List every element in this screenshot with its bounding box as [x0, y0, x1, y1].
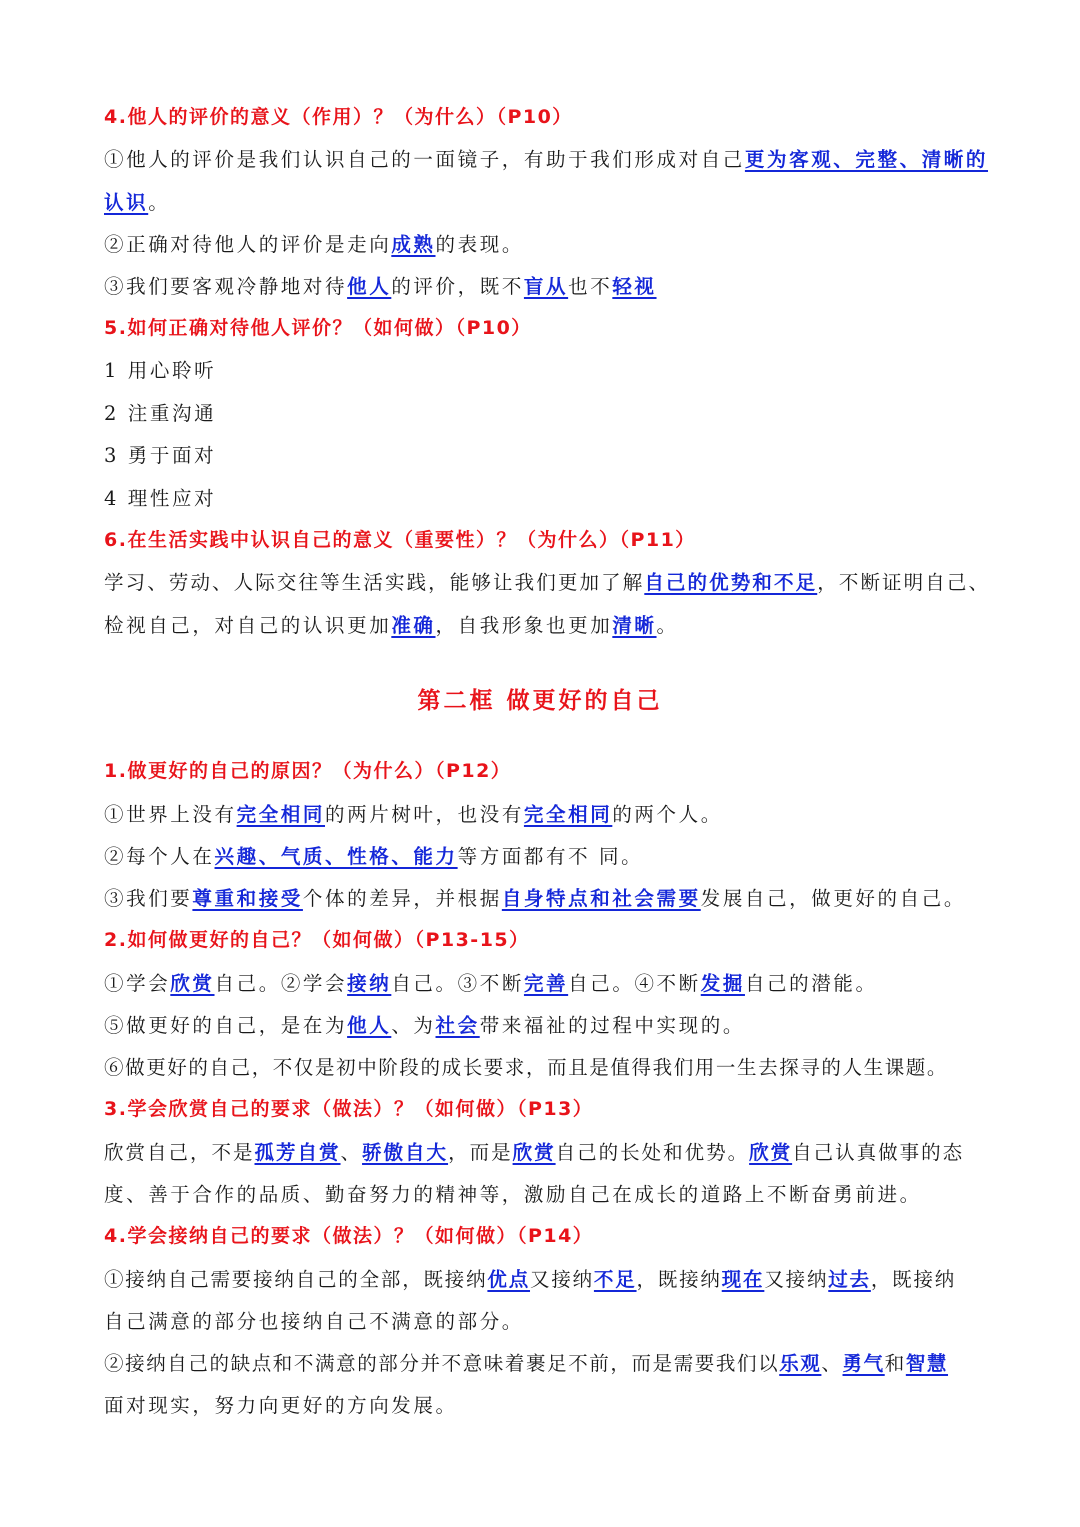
text: 、为	[391, 1014, 436, 1037]
text: 的表现。	[435, 233, 524, 256]
text: 带来福祉的过程中实现的。	[479, 1014, 745, 1037]
text: ，不断证明自己、	[817, 571, 991, 594]
keyword: 欣赏	[170, 972, 215, 995]
s2-q3-line-2: 度、善于合作的品质、勤奋努力的精神等，激励自己在成长的道路上不断奋勇前进。	[104, 1183, 922, 1206]
text: 和	[884, 1352, 906, 1375]
text: 的两片树叶，也没有	[325, 803, 524, 826]
s2-q4-point-2-cont: 面对现实，努力向更好的方向发展。	[104, 1394, 458, 1417]
text: 自己的潜能。	[744, 972, 878, 995]
keyword: 完全相同	[523, 803, 613, 826]
s2-q3-line-1	[104, 1143, 964, 1163]
text: ①学会	[104, 972, 171, 995]
keyword: 他人	[347, 275, 392, 298]
s2-q4-point-1	[104, 1270, 956, 1290]
heading-q4: 4.他人的评价的意义（作用）？（为什么）（P10）	[104, 106, 573, 128]
s2-q4-point-2	[104, 1354, 948, 1374]
q4-point-3	[104, 277, 657, 297]
keyword: 孤芳自赏	[254, 1141, 341, 1164]
text: ②正确对待他人的评价是走向	[104, 233, 392, 256]
keyword: 不足	[593, 1268, 637, 1291]
text: ①他人的评价是我们认识自己的一面镜子，有助于我们形成对自己	[104, 148, 745, 171]
keyword: 欣赏	[512, 1141, 556, 1164]
q6-line-2	[104, 616, 679, 636]
text: 自己的长处和优势。	[555, 1141, 750, 1164]
keyword: 更为客观、完整、清晰的	[744, 148, 989, 171]
text: 、	[340, 1141, 363, 1164]
text: 又接纳	[530, 1268, 594, 1291]
text: 等方面都有不 同。	[457, 845, 644, 868]
keyword: 骄傲自大	[362, 1141, 449, 1164]
text: ③我们要客观冷静地对待	[104, 275, 348, 298]
text: 又接纳	[764, 1268, 829, 1291]
s2-q2-point-2	[104, 1016, 745, 1036]
keyword: 勇气	[842, 1352, 885, 1375]
text: ，既接纳	[636, 1268, 722, 1291]
text: 的两个人。	[612, 803, 723, 826]
text: ②接纳自己的缺点和不满意的部分并不意味着裹足不前，而是需要我们以	[104, 1352, 780, 1375]
heading-s2-q2: 2.如何做更好的自己？（如何做）（P13-15）	[104, 929, 530, 951]
list-item: 1 用心聆听	[104, 359, 217, 382]
text: ②每个人在	[104, 845, 215, 868]
heading-q6: 6.在生活实践中认识自己的意义（重要性）？（为什么）（P11）	[104, 529, 696, 551]
s2-q1-point-3	[104, 889, 966, 909]
section-title: 第二框 做更好的自己	[417, 688, 663, 714]
q4-point-2	[104, 235, 524, 255]
s2-q4-point-1-cont: 自己满意的部分也接纳自己不满意的部分。	[104, 1310, 524, 1333]
s2-q2-point-3: ⑥做更好的自己，不仅是初中阶段的成长要求，而且是值得我们用一生去探寻的人生课题。	[104, 1056, 949, 1079]
s2-q1-point-2	[104, 847, 643, 867]
heading-s2-q4: 4.学会接纳自己的要求（做法）？（如何做）（P14）	[104, 1225, 594, 1247]
keyword: 盲从	[523, 275, 569, 298]
keyword: 成熟	[391, 233, 436, 256]
text: 自己。④不断	[568, 972, 701, 995]
heading-q5: 5.如何正确对待他人评价？（如何做）（P10）	[104, 317, 532, 339]
text: ，而是	[448, 1141, 513, 1164]
keyword: 社会	[435, 1014, 480, 1037]
keyword: 现在	[721, 1268, 765, 1291]
text: 自己认真做事的态	[792, 1141, 965, 1164]
keyword: 认识	[104, 191, 149, 214]
keyword: 接纳	[347, 972, 392, 995]
s2-q1-point-1	[104, 805, 723, 825]
text: 自己。③不断	[391, 972, 524, 995]
list-item: 4 理性应对	[104, 487, 217, 510]
text: 。	[656, 614, 679, 637]
text: 。	[148, 191, 171, 214]
text: 的评价，既不	[391, 275, 524, 298]
keyword: 轻视	[612, 275, 657, 298]
text: 学习、劳动、人际交往等生活实践，能够让我们更加了解	[104, 571, 645, 594]
text: 欣赏自己，不是	[104, 1141, 255, 1164]
heading-s2-q3: 3.学会欣赏自己的要求（做法）？（如何做）（P13）	[104, 1098, 594, 1120]
keyword: 过去	[828, 1268, 871, 1291]
text: ①世界上没有	[104, 803, 237, 826]
keyword: 发掘	[700, 972, 745, 995]
text: ①接纳自己需要接纳自己的全部，既接纳	[104, 1268, 488, 1291]
text: 发展自己，做更好的自己。	[700, 887, 966, 910]
keyword: 智慧	[905, 1352, 949, 1375]
text: ，自我形象也更加	[435, 614, 613, 637]
s2-q2-point-1	[104, 974, 878, 994]
keyword: 自身特点和社会需要	[501, 887, 701, 910]
text: 检视自己，对自己的认识更加	[104, 614, 392, 637]
keyword: 优点	[487, 1268, 531, 1291]
q4-point-1-cont	[104, 193, 170, 213]
text: ⑤做更好的自己，是在为	[104, 1014, 348, 1037]
keyword: 完全相同	[236, 803, 326, 826]
q6-line-1	[104, 573, 990, 593]
text: 个体的差异，并根据	[302, 887, 502, 910]
keyword: 完善	[523, 972, 569, 995]
keyword: 自己的优势和不足	[644, 571, 818, 594]
keyword: 准确	[391, 614, 436, 637]
heading-s2-q1: 1.做更好的自己的原因？（为什么）（P12）	[104, 760, 512, 782]
q4-point-1	[104, 150, 988, 170]
text: 自己。②学会	[214, 972, 348, 995]
text: 、	[821, 1352, 843, 1375]
keyword: 欣赏	[749, 1141, 793, 1164]
keyword: 尊重和接受	[192, 887, 303, 910]
text: 也不	[568, 275, 613, 298]
keyword: 他人	[347, 1014, 392, 1037]
text: ③我们要	[104, 887, 193, 910]
keyword: 乐观	[779, 1352, 822, 1375]
text: ，既接纳	[870, 1268, 957, 1291]
keyword: 兴趣、气质、性格、能力	[214, 845, 458, 868]
keyword: 清晰	[612, 614, 657, 637]
list-item: 2 注重沟通	[104, 402, 217, 425]
list-item: 3 勇于面对	[104, 444, 217, 467]
